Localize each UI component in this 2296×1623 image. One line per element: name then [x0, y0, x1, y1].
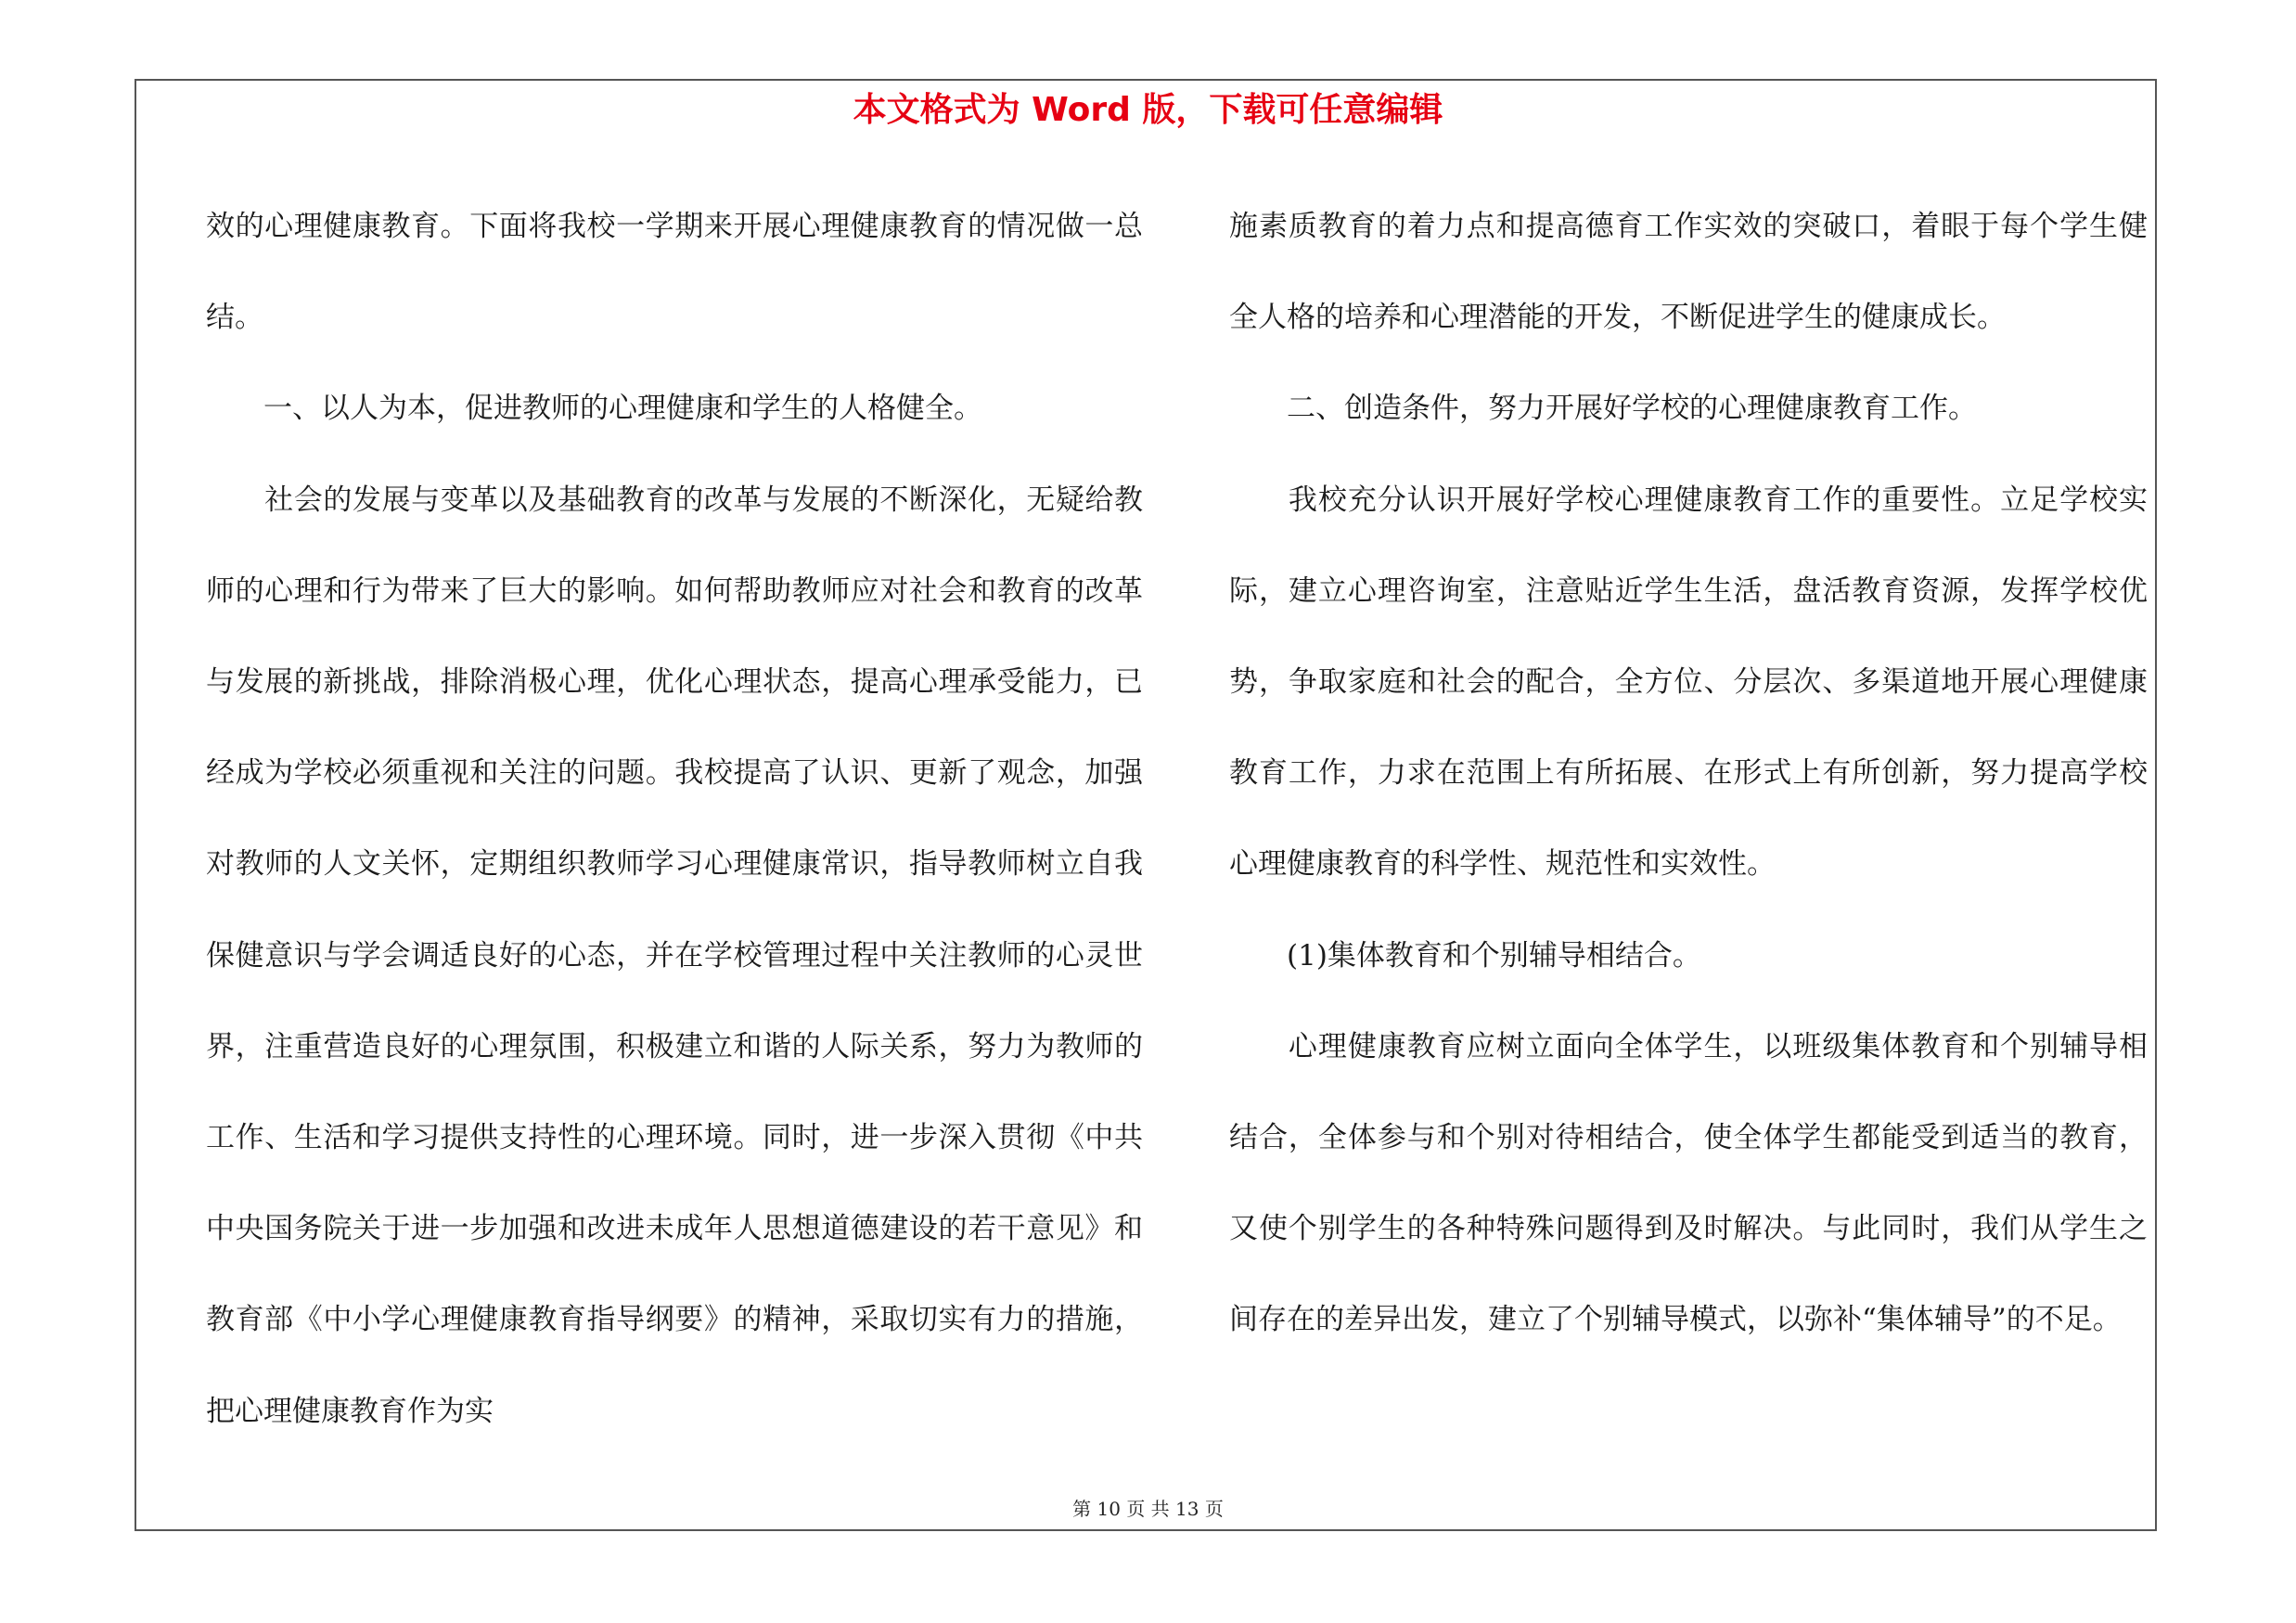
section-heading: 二、创造条件，努力开展好学校的心理健康教育工作。: [1229, 392, 1977, 426]
paragraph: 社会的发展与变革以及基础教育的改革与发展的不断深化，无疑给教师的心理和行为带来了巨大的影响。如何帮助教师应对社会和教育的改革与发展的新挑战，排除消极心理，优化心理状态，提高心理承受能力，已经成为学校必须重视和关注的问题。我校提高了认识、更新了观念，加强对教师的人文关怀，定期组织教师学习心理健康常识，指导教师树立自我保健意识与学会调适良好的心态，并在学校管理过程中关注教师的心灵世界，注重营造良好的心理氛围，积极建立和谐的人际关系，努力为教师的工作、生活和学习提供支持性的心理环境。同时，进一步深入贯彻《中共中央国务院关于进一步加强和改进未成年人思想道德建设的若干意见》和教育部《中小学心理健康教育指导纲要》的精神，采取切实有力的措施，把心理健康教育作为实: [206, 483, 1143, 1428]
left-column: [206, 181, 1143, 1457]
section-heading: 一、以人为本，促进教师的心理健康和学生的人格健全。: [206, 392, 982, 426]
subsection-heading: (1)集体教育和个别辅导相结合。: [1229, 938, 1701, 973]
paragraph: 心理健康教育应树立面向全体学生，以班级集体教育和个别辅导相结合，全体参与和个别对待相结合，使全体学生都能受到适当的教育，又使个别学生的各种特殊问题得到及时解决。与此同时，我们从学生之间存在的差异出发，建立了个别辅导模式，以弥补“集体辅导”的不足。: [1229, 1029, 2148, 1337]
right-column: [1229, 181, 2148, 1366]
paragraph: 效的心理健康教育。下面将我校一学期来开展心理健康教育的情况做一总结。: [206, 210, 1143, 335]
page-number-footer: 第 10 页 共 13 页: [1072, 1498, 1224, 1520]
paragraph: 施素质教育的着力点和提高德育工作实效的突破口，着眼于每个学生健全人格的培养和心理潜能的开发，不断促进学生的健康成长。: [1229, 210, 2148, 335]
editable-notice-banner: 本文格式为 Word 版，下载可任意编辑: [853, 91, 1443, 129]
paragraph: 我校充分认识开展好学校心理健康教育工作的重要性。立足学校实际，建立心理咨询室，注意贴近学生生活，盘活教育资源，发挥学校优势，争取家庭和社会的配合，全方位、分层次、多渠道地开展心理健康教育工作，力求在范围上有所拓展、在形式上有所创新，努力提高学校心理健康教育的科学性、规范性和实效性。: [1229, 483, 2148, 882]
